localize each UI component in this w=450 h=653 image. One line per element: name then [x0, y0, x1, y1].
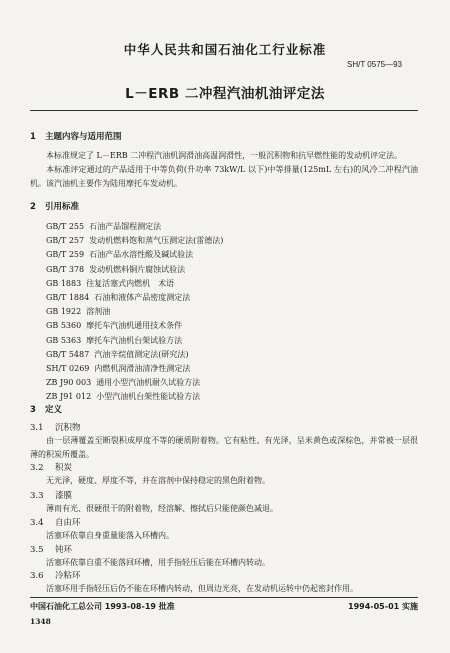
section-title: 引用标准: [45, 202, 80, 212]
reference-name: 发动机燃料铜片腐蚀试验法: [89, 264, 186, 274]
definition-term: 自由环: [55, 518, 81, 528]
definition-number: 3.2: [30, 463, 44, 473]
reference-name: 小型汽油机台架性能试验方法: [96, 392, 201, 402]
definition-number: 3.1: [30, 423, 44, 433]
reference-item: [46, 263, 223, 277]
approval-info: 中国石油化工总公司 1993-08-19 批准: [30, 602, 175, 611]
reference-name: 摩托车汽油机通用技术条件: [86, 321, 183, 331]
definition-3-2-heading: [30, 461, 72, 473]
implementation-date: 1994-05-01 实施: [348, 602, 418, 611]
definition-text: 由一层薄覆盖至断裂积成厚度不等的硬质附着物。它有粘性、有光泽，呈米黄色或深棕色，并常被一层很薄的积炭所覆盖。: [30, 436, 418, 459]
reference-item: [46, 291, 223, 305]
definition-term: 积炭: [55, 463, 73, 473]
reference-code: GB 1922: [46, 307, 82, 317]
definition-3-5-heading: [30, 543, 72, 555]
reference-name: 石油产品馏程测定法: [89, 222, 162, 231]
definition-3-3-heading: [30, 489, 72, 501]
definition-term: 冷粘环: [55, 571, 81, 581]
definition-number: 3.4: [30, 518, 44, 528]
reference-name: 内燃机润滑油清净性测定法: [94, 363, 191, 373]
reference-code: GB 5360: [46, 321, 82, 331]
reference-name: 石油和液体产品密度测定法: [94, 292, 191, 302]
reference-code: GB/T 257: [46, 236, 85, 246]
definition-term: 漆膜: [55, 491, 73, 501]
definition-3-4-heading: [30, 516, 81, 528]
section-title: 主题内容与适用范围: [45, 132, 122, 142]
reference-code: ZB J91 012: [46, 392, 92, 402]
definition-text: 活塞环依靠自身重量能落入环槽内。: [46, 531, 174, 540]
definition-number: 3.6: [30, 571, 44, 581]
definition-text: 活塞环依靠自重不能落回环槽，用手指轻压后能在环槽内转动。: [46, 558, 270, 567]
reference-item: [46, 348, 223, 362]
footer-divider: [30, 597, 418, 598]
reference-code: GB/T 378: [46, 264, 85, 274]
reference-code: GB/T 255: [46, 222, 85, 231]
standard-code: SH/T 0575—93: [347, 60, 402, 69]
paragraph-text: 本标准规定了 L－ERB 二冲程汽油机润滑油高温润滑性，一般沉积物和抗早燃性能的发动机评定法。: [46, 151, 403, 160]
reference-code: GB/T 5487: [46, 349, 90, 359]
header-divider: [30, 110, 418, 111]
reference-code: SH/T 0269: [46, 363, 90, 373]
reference-name: 发动机燃料饱和蒸气压测定法(雷德法): [89, 236, 224, 246]
section-1-heading: [30, 130, 122, 142]
section-number: 3: [30, 405, 36, 415]
issuing-organization: 中华人民共和国石油化工行业标准: [123, 42, 327, 57]
definition-term: 沉积物: [55, 423, 81, 433]
definition-text: 薄而有光、很硬很干的附着物，经溶解、擦拭后只能使颜色减退。: [46, 504, 278, 513]
reference-code: GB/T 1884: [46, 292, 90, 302]
reference-code: GB 5363: [46, 335, 82, 345]
definition-3-1-text: [30, 434, 418, 461]
reference-name: 通用小型汽油机耐久试验方法: [96, 378, 201, 388]
reference-code: GB 1883: [46, 278, 82, 288]
section-1-paragraph-1: [30, 149, 418, 163]
document-title: L－ERB 二冲程汽油机油评定法: [125, 86, 325, 102]
definition-number: 3.5: [30, 545, 44, 555]
reference-item: [46, 220, 223, 234]
definition-3-2-text: [30, 474, 418, 488]
paragraph-text: 本标准评定通过的产品适用于中等负荷(升功率 73kW/L 以下)中等排量(125mL 左右)的风冷二冲程汽油机。该汽油机主要作为陆用摩托车发动机。: [30, 165, 418, 188]
reference-name: 汽油辛烷值测定法(研究法): [94, 349, 189, 359]
definition-3-3-text: [30, 502, 418, 516]
reference-name: 石油产品水溶性酸及碱试验法: [89, 250, 194, 260]
reference-item: [46, 319, 223, 333]
section-2-heading: [30, 200, 79, 212]
reference-name: 溶剂油: [86, 307, 111, 317]
definition-3-1-heading: [30, 421, 81, 433]
section-number: 1: [30, 132, 36, 142]
reference-item: [46, 362, 223, 376]
definition-term: 钝环: [55, 545, 73, 555]
definition-3-6-text: [30, 582, 418, 596]
definition-text: 无光泽，硬度、厚度不等，并在溶剂中保持稳定的黑色附着物。: [46, 476, 270, 485]
section-3-heading: [30, 403, 62, 415]
reference-name: 往复活塞式内燃机 术语: [86, 278, 175, 288]
reference-item: [46, 248, 223, 262]
reference-item: [46, 334, 223, 348]
definition-3-6-heading: [30, 569, 81, 581]
reference-item: [46, 234, 223, 248]
reference-list: [46, 220, 223, 404]
section-number: 2: [30, 202, 36, 212]
section-title: 定义: [45, 405, 63, 415]
reference-name: 摩托车汽油机台架试验方法: [86, 335, 183, 345]
reference-item: [46, 305, 223, 319]
definition-3-5-text: [30, 556, 418, 570]
reference-code: ZB J90 003: [46, 378, 92, 388]
definition-3-4-text: [30, 529, 418, 543]
definition-number: 3.3: [30, 491, 44, 501]
reference-item: [46, 390, 223, 404]
reference-item: [46, 277, 223, 291]
definition-text: 活塞环用手指轻压后仍不能在环槽内转动，但周边光亮，在发动机运转中仍起密封作用。: [46, 584, 358, 593]
reference-code: GB/T 259: [46, 250, 85, 260]
section-1-paragraph-2: [30, 163, 418, 190]
reference-item: [46, 376, 223, 390]
page-number: 1348: [30, 617, 51, 626]
